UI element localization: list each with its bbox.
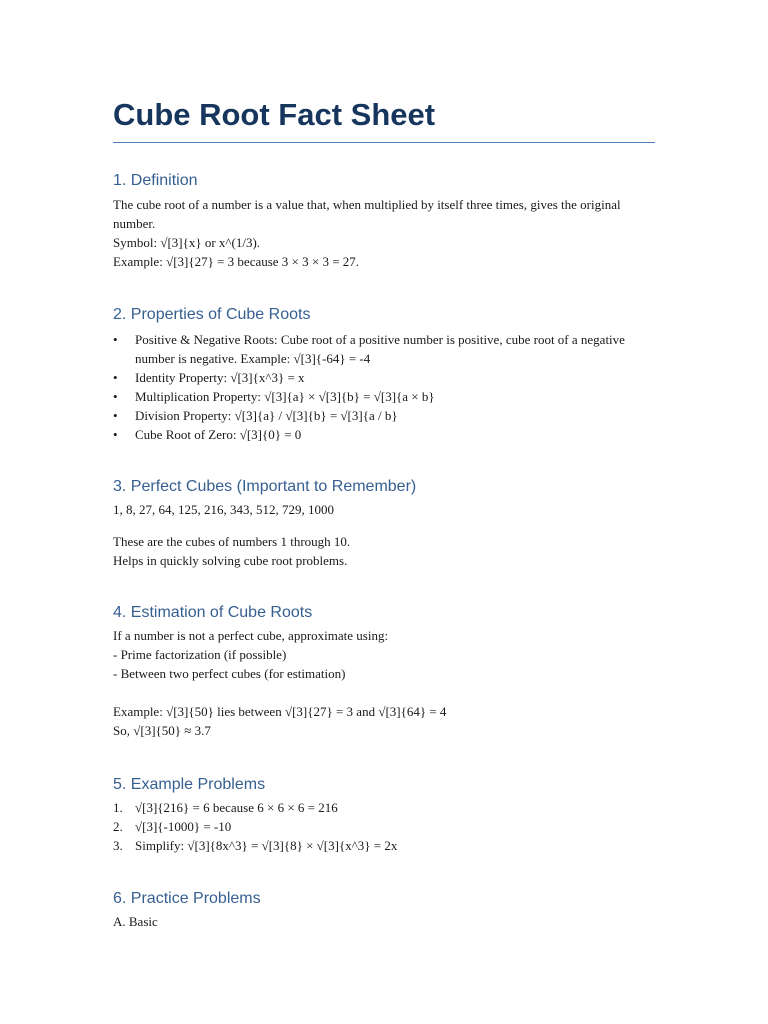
section-heading: 4. Estimation of Cube Roots xyxy=(113,604,313,621)
paragraph: - Prime factorization (if possible) xyxy=(113,647,287,662)
bullet-icon: • xyxy=(113,408,118,423)
section-heading: 5. Example Problems xyxy=(113,776,266,793)
section-practice xyxy=(113,889,261,931)
section-heading: 6. Practice Problems xyxy=(113,890,261,907)
section-heading: 1. Definition xyxy=(113,172,198,189)
list-item-text: Simplify: √[3]{8x^3} = √[3]{8} × √[3]{x^3} = 2x xyxy=(135,838,398,853)
list-item-text: Multiplication Property: √[3]{a} × √[3]{b} = √[3]{a × b} xyxy=(135,389,435,404)
section-definition xyxy=(113,171,643,271)
paragraph: These are the cubes of numbers 1 through 10. xyxy=(113,534,351,549)
bullet-list xyxy=(113,330,655,444)
page-title: Cube Root Fact Sheet xyxy=(113,96,655,143)
list-number: 1. xyxy=(113,800,123,815)
list-item xyxy=(113,425,655,444)
list-item xyxy=(113,330,655,368)
paragraph: - Between two perfect cubes (for estimation) xyxy=(113,666,346,681)
list-item xyxy=(113,817,397,836)
paragraph: The cube root of a number is a value that, when multiplied by itself three times, gives the original number. xyxy=(113,197,621,231)
paragraph: 1, 8, 27, 64, 125, 216, 343, 512, 729, 1000 xyxy=(113,502,334,517)
list-item-text: Positive & Negative Roots: Cube root of a positive number is positive, cube root of a negative number is negative. Example: √[3]{-64} = -4 xyxy=(135,332,625,366)
section-perfect-cubes xyxy=(113,477,416,570)
list-number: 2. xyxy=(113,819,123,834)
list-item-text: √[3]{216} = 6 because 6 × 6 × 6 = 216 xyxy=(135,800,338,815)
section-examples xyxy=(113,775,397,855)
bullet-icon: • xyxy=(113,427,118,442)
section-properties xyxy=(113,305,655,444)
list-number: 3. xyxy=(113,838,123,853)
bullet-icon: • xyxy=(113,370,118,385)
bullet-icon: • xyxy=(113,332,118,347)
numbered-list xyxy=(113,798,397,855)
list-item-text: Division Property: √[3]{a} / √[3]{b} = √[3]{a / b} xyxy=(135,408,398,423)
section-heading: 2. Properties of Cube Roots xyxy=(113,306,311,323)
list-item xyxy=(113,798,397,817)
list-item xyxy=(113,368,655,387)
paragraph: Helps in quickly solving cube root problems. xyxy=(113,553,348,568)
bullet-icon: • xyxy=(113,389,118,404)
paragraph: So, √[3]{50} ≈ 3.7 xyxy=(113,723,211,738)
paragraph: Example: √[3]{50} lies between √[3]{27} = 3 and √[3]{64} = 4 xyxy=(113,704,447,719)
paragraph: A. Basic xyxy=(113,914,158,929)
paragraph: Example: √[3]{27} = 3 because 3 × 3 × 3 = 27. xyxy=(113,254,360,269)
list-item xyxy=(113,406,655,425)
paragraph: Symbol: √[3]{x} or x^(1/3). xyxy=(113,235,261,250)
list-item-text: Identity Property: √[3]{x^3} = x xyxy=(135,370,305,385)
list-item xyxy=(113,387,655,406)
list-item-text: √[3]{-1000} = -10 xyxy=(135,819,232,834)
paragraph: If a number is not a perfect cube, approximate using: xyxy=(113,628,389,643)
list-item-text: Cube Root of Zero: √[3]{0} = 0 xyxy=(135,427,302,442)
section-estimation xyxy=(113,603,446,740)
section-heading: 3. Perfect Cubes (Important to Remember) xyxy=(113,478,417,495)
list-item xyxy=(113,836,397,855)
